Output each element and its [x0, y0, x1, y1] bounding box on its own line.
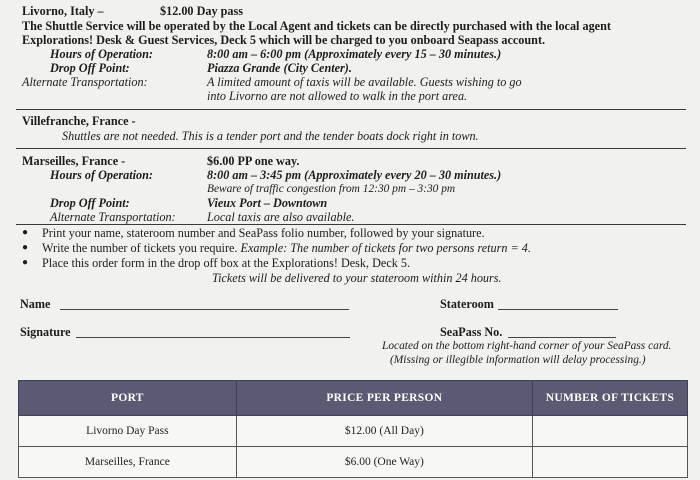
seapass-label: SeaPass No.: [440, 325, 503, 339]
bullet-icon: ●: [22, 242, 29, 253]
price-cell: $6.00 (One Way): [236, 447, 532, 478]
marseilles-hours-note: Beware of traffic congestion from 12:30 pm – 3:30 pm: [207, 183, 456, 195]
column-header-port: PORT: [19, 381, 237, 416]
ticket-order-table: [18, 380, 688, 478]
stateroom-field[interactable]: [498, 309, 618, 310]
marseilles-drop-label: Drop Off Point:: [50, 196, 130, 210]
livorno-heading: Livorno, Italy –: [22, 4, 104, 18]
table-row: [19, 447, 688, 478]
name-field[interactable]: [60, 309, 349, 310]
bullet-icon: ●: [22, 227, 29, 238]
port-cell: Livorno Day Pass: [19, 416, 237, 447]
marseilles-heading: Marseilles, France -: [22, 154, 126, 168]
tickets-input-cell[interactable]: [532, 416, 687, 447]
column-header-tickets: NUMBER OF TICKETS: [532, 381, 687, 416]
signature-field[interactable]: [76, 337, 350, 338]
tickets-input-cell[interactable]: [532, 447, 687, 478]
livorno-price: $12.00 Day pass: [160, 4, 243, 18]
livorno-hours-label: Hours of Operation:: [50, 47, 153, 61]
seapass-field[interactable]: [508, 337, 616, 338]
column-header-price: PRICE PER PERSON: [236, 381, 532, 416]
marseilles-alt-label: Alternate Transportation:: [50, 210, 176, 224]
livorno-alt-value-line1: A limited amount of taxis will be available. Guests wishing to go: [207, 75, 522, 89]
seapass-note-line2: (Missing or illegible information will delay processing.): [390, 354, 646, 366]
livorno-drop-label: Drop Off Point:: [50, 61, 130, 75]
price-cell: $12.00 (All Day): [236, 416, 532, 447]
port-cell: Marseilles, France: [19, 447, 237, 478]
seapass-note-line1: Located on the bottom right-hand corner of your SeaPass card.: [382, 340, 672, 352]
instruction-item-2: [42, 241, 531, 256]
name-label: Name: [20, 297, 51, 311]
livorno-drop-value: Piazza Grande (City Center).: [207, 61, 352, 75]
livorno-description-line2: Explorations! Desk & Guest Services, Deck 5 which will be charged to you onboard Seapass account.: [22, 33, 546, 47]
livorno-hours-value: 8:00 am – 6:00 pm (Approximately every 15 – 30 minutes.): [207, 47, 502, 61]
bullet-icon: ●: [22, 257, 29, 268]
villefranche-heading: Villefranche, France -: [22, 114, 136, 128]
section-divider: [16, 224, 686, 225]
instruction-item-3: Place this order form in the drop off box at the Explorations! Desk, Deck 5.: [42, 256, 411, 270]
stateroom-label: Stateroom: [440, 297, 494, 311]
section-divider: [16, 109, 686, 110]
livorno-description-line1: The Shuttle Service will be operated by the Local Agent and tickets can be directly purchased with the local agent: [22, 19, 611, 33]
instruction-item-2-text: Write the number of tickets you require.: [42, 241, 241, 255]
marseilles-hours-value: 8:00 am – 3:45 pm (Approximately every 20 – 30 minutes.): [207, 168, 502, 182]
marseilles-drop-value: Vieux Port – Downtown: [207, 196, 328, 210]
marseilles-alt-value: Local taxis are also available.: [207, 210, 355, 224]
marseilles-hours-label: Hours of Operation:: [50, 168, 153, 182]
marseilles-price: $6.00 PP one way.: [207, 154, 300, 168]
instruction-item-2-example: Example: The number of tickets for two persons return = 4.: [240, 241, 531, 255]
table-header-row: [19, 381, 688, 416]
section-divider: [16, 148, 686, 149]
livorno-alt-label: Alternate Transportation:: [22, 75, 148, 89]
villefranche-note: Shuttles are not needed. This is a tender port and the tender boats dock right in town.: [62, 129, 479, 143]
table-row: [19, 416, 688, 447]
signature-label: Signature: [20, 325, 71, 339]
delivery-note: Tickets will be delivered to your stateroom within 24 hours.: [212, 271, 502, 285]
instruction-item-1: Print your name, stateroom number and SeaPass folio number, followed by your signature.: [42, 226, 485, 240]
livorno-alt-value-line2: into Livorno are not allowed to walk in the port area.: [207, 89, 468, 103]
